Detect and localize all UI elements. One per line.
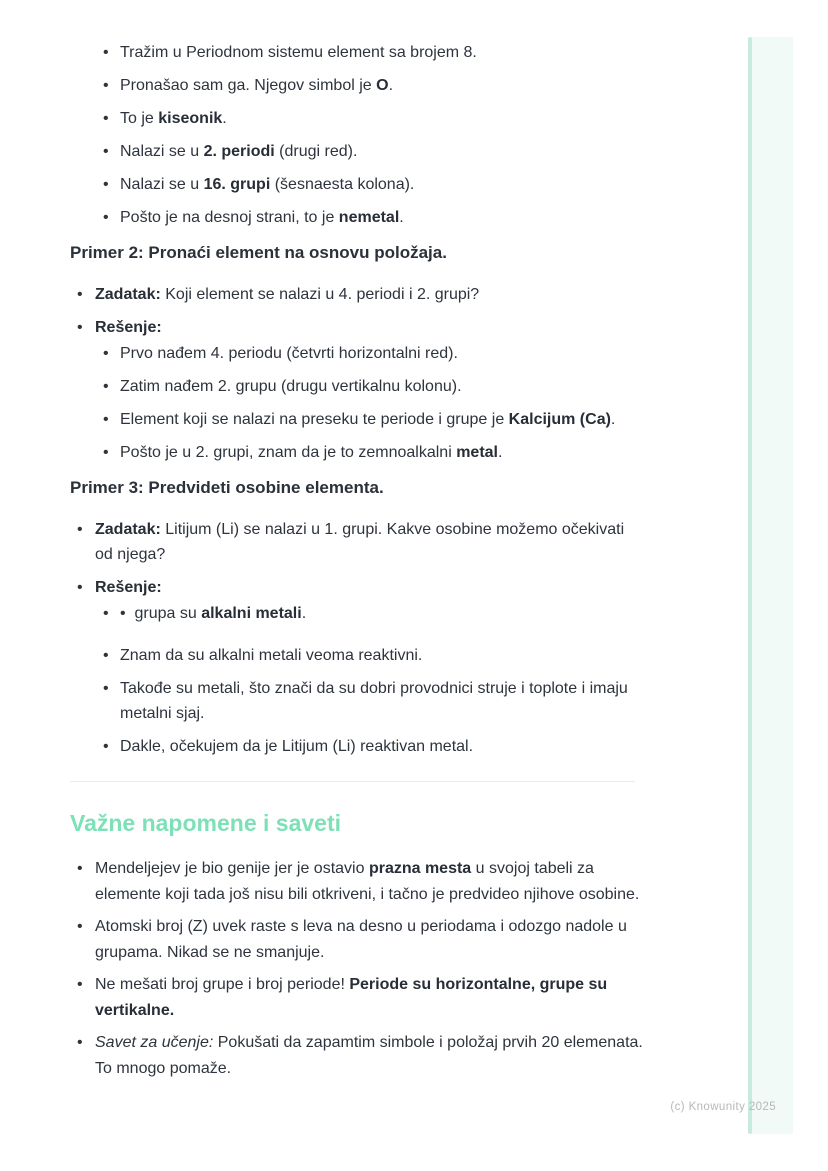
text-segment: (drugi red). bbox=[274, 143, 358, 160]
text-segment: Dakle, očekujem da je Litijum (Li) reaktivan metal. bbox=[120, 738, 474, 755]
sub-list-item bbox=[95, 407, 644, 432]
list-item bbox=[70, 40, 644, 65]
bold-text: kiseonik bbox=[158, 110, 223, 127]
text-segment: • grupa su bbox=[120, 605, 202, 622]
text-segment: Atomski broj (Z) uvek raste s leva na desno u periodama i odozgo nadole u grupama. Nikad se ne smanjuje. bbox=[95, 918, 627, 961]
sub-list-item bbox=[95, 734, 644, 759]
right-accent-band bbox=[749, 37, 793, 1134]
text-segment: . bbox=[399, 209, 404, 226]
text-segment: . bbox=[388, 77, 394, 94]
bold-text: 2. periodi bbox=[203, 143, 275, 160]
text-segment: Element koji se nalazi na preseku te periode i grupe je bbox=[120, 411, 509, 428]
list-item bbox=[70, 1030, 644, 1081]
copyright-watermark: (c) Knowunity 2025 bbox=[670, 1101, 776, 1113]
bold-text: O bbox=[376, 77, 389, 94]
text-segment: . bbox=[222, 110, 227, 127]
text-segment: Koji element se nalazi u 4. periodi i 2. grupi? bbox=[160, 286, 480, 303]
sub-list bbox=[95, 341, 644, 465]
text-segment: Litijum (Li) se nalazi u 1. grupi. Kakve osobine možemo očekivati od njega? bbox=[95, 521, 625, 563]
sub-list-item bbox=[95, 676, 644, 726]
text-segment: Prvo nađem 4. periodu (četvrti horizontalni red). bbox=[120, 345, 458, 362]
list-item bbox=[70, 856, 644, 907]
bold-text: Rešenje: bbox=[95, 319, 162, 336]
sub-list-item bbox=[95, 341, 644, 366]
text-segment: . bbox=[610, 411, 616, 428]
text-segment: Pokušati da zapamtim simbole i položaj prvih 20 elemenata. To mnogo pomaže. bbox=[95, 1034, 643, 1077]
bold-text: Rešenje: bbox=[95, 579, 162, 596]
primer3-list bbox=[70, 517, 644, 759]
list-item bbox=[70, 575, 644, 759]
notes-list bbox=[70, 856, 644, 1081]
text-segment: Nalazi se u bbox=[120, 143, 204, 160]
list-item bbox=[70, 106, 644, 131]
list-item bbox=[70, 972, 644, 1023]
primer2-heading: Primer 2: Pronaći element na osnovu položaja. bbox=[70, 243, 447, 262]
bold-text: alkalni metali bbox=[201, 605, 302, 622]
text-segment: (šesnaesta kolona). bbox=[270, 176, 415, 193]
section-divider bbox=[70, 781, 635, 782]
bold-text: Zadatak: bbox=[95, 521, 161, 538]
bold-text: nemetal bbox=[338, 209, 400, 226]
sub-list-item bbox=[95, 643, 644, 668]
text-segment: . bbox=[301, 605, 307, 622]
list-item bbox=[70, 315, 644, 465]
text-segment: To je bbox=[120, 110, 159, 127]
primer3-heading: Primer 3: Predvideti osobine elementa. bbox=[70, 478, 384, 497]
text-segment: Znam da su alkalni metali veoma reaktivni. bbox=[120, 647, 423, 664]
bold-text: 16. grupi bbox=[203, 176, 271, 193]
sub-list bbox=[95, 601, 644, 759]
text-segment: . bbox=[497, 444, 503, 461]
primer2-list bbox=[70, 282, 644, 465]
sub-list-item bbox=[95, 440, 644, 465]
intro-list bbox=[70, 40, 644, 230]
italic-text: Savet za učenje: bbox=[95, 1034, 214, 1051]
bold-text: Kalcijum (Ca) bbox=[508, 411, 611, 428]
list-item bbox=[70, 517, 644, 567]
text-segment: Zatim nađem 2. grupu (drugu vertikalnu kolonu). bbox=[120, 378, 462, 395]
bold-text: Zadatak: bbox=[95, 286, 161, 303]
text-segment: Nalazi se u bbox=[120, 176, 204, 193]
bold-text: metal bbox=[456, 444, 498, 461]
text-segment: Mendeljejev je bio genije jer je ostavio bbox=[95, 860, 369, 877]
right-accent-line bbox=[748, 37, 752, 1134]
list-item bbox=[70, 205, 644, 230]
text-segment: Takođe su metali, što znači da su dobri provodnici struje i toplote i imaju metalni sjaj. bbox=[120, 680, 628, 722]
text-segment: u svojoj tabeli za elemente koji tada još nisu bili otkriveni, i tačno je predvideo njihove osobine. bbox=[95, 860, 640, 903]
text-segment: Pošto je u 2. grupi, znam da je to zemnoalkalni bbox=[120, 444, 457, 461]
bold-text: prazna mesta bbox=[368, 860, 472, 877]
document-content bbox=[70, 0, 644, 1088]
text-segment: Tražim u Periodnom sistemu element sa brojem 8. bbox=[120, 44, 477, 61]
list-item bbox=[70, 139, 644, 164]
bold-text: Periode su horizontalne, grupe su vertikalne. bbox=[95, 976, 608, 1019]
text-segment: Pošto je na desnoj strani, to je bbox=[120, 209, 339, 226]
sub-list-item bbox=[95, 374, 644, 399]
sub-list-item bbox=[95, 601, 644, 626]
text-segment: Ne mešati broj grupe i broj periode! bbox=[95, 976, 350, 993]
list-item bbox=[70, 73, 644, 98]
list-item bbox=[70, 172, 644, 197]
text-segment: Pronašao sam ga. Njegov simbol je bbox=[120, 77, 377, 94]
list-item bbox=[70, 914, 644, 965]
notes-heading: Važne napomene i saveti bbox=[70, 810, 342, 836]
list-item bbox=[70, 282, 644, 307]
